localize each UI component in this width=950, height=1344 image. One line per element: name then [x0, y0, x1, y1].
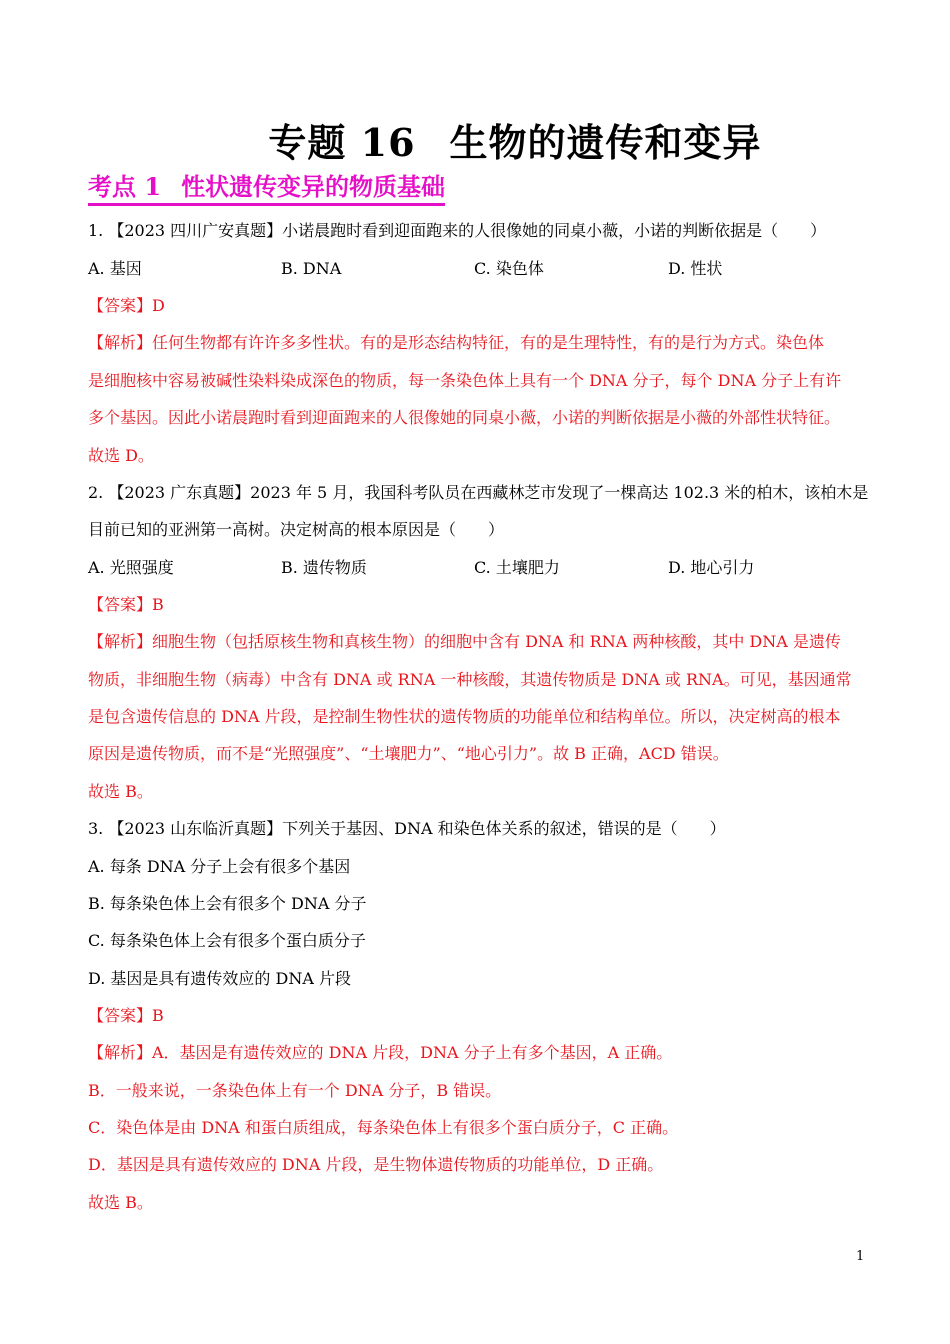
- question-3-option-a: A. 每条 DNA 分子上会有很多个基因: [88, 857, 351, 876]
- question-3-option-b: B. 每条染色体上会有很多个 DNA 分子: [88, 894, 367, 913]
- page-title: [0, 112, 950, 167]
- option-b: B. 遗传物质: [281, 558, 367, 577]
- title-topic-name: 生物的遗传和变异: [449, 120, 762, 165]
- question-3-stem: 3. 【2023 山东临沂真题】下列关于基因、DNA 和染色体关系的叙述，错误的是（ ）: [88, 819, 726, 838]
- question-1-stem: 1. 【2023 四川广安真题】小诺晨跑时看到迎面跑来的人很像她的同桌小薇，小诺的判断依据是（ ）: [88, 221, 827, 240]
- option-d: D. 地心引力: [668, 558, 755, 577]
- section-heading: [88, 172, 445, 206]
- question-2-analysis-line: 物质，非细胞生物（病毒）中含有 DNA 或 RNA 一种核酸，其遗传物质是 DNA 或 RNA。可见，基因通常: [88, 670, 852, 689]
- question-2-options: [88, 557, 868, 579]
- question-3-analysis-line: B．一般来说，一条染色体上有一个 DNA 分子，B 错误。: [88, 1081, 502, 1100]
- question-2-answer: 【答案】B: [88, 595, 164, 614]
- question-2-analysis-line: 【解析】细胞生物（包括原核生物和真核生物）的细胞中含有 DNA 和 RNA 两种核酸，其中 DNA 是遗传: [88, 632, 841, 651]
- question-3-option-c: C. 每条染色体上会有很多个蛋白质分子: [88, 931, 366, 950]
- question-3-analysis-line: 【解析】A．基因是有遗传效应的 DNA 片段，DNA 分子上有多个基因，A 正确。: [88, 1043, 673, 1062]
- question-1-analysis-line: 是细胞核中容易被碱性染料染成深色的物质，每一条染色体上具有一个 DNA 分子，每个 DNA 分子上有许: [88, 371, 842, 390]
- option-a: A. 基因: [88, 259, 142, 278]
- page-number: 1: [856, 1249, 865, 1264]
- title-topic-number: 专题 16: [268, 120, 416, 165]
- question-3-analysis-line: C．染色体是由 DNA 和蛋白质组成，每条染色体上有很多个蛋白质分子，C 正确。: [88, 1118, 679, 1137]
- option-a: A. 光照强度: [88, 558, 174, 577]
- option-d: D. 性状: [668, 259, 723, 278]
- question-3-analysis-line: 故选 B。: [88, 1193, 153, 1212]
- option-c: C. 染色体: [474, 259, 544, 278]
- section-number: 考点 1: [88, 172, 162, 201]
- section-name: 性状遗传变异的物质基础: [181, 172, 446, 201]
- question-3-option-d: D. 基因是具有遗传效应的 DNA 片段: [88, 969, 351, 988]
- option-b: B. DNA: [281, 259, 342, 278]
- question-2-stem-line: 目前已知的亚洲第一高树。决定树高的根本原因是（ ）: [88, 520, 505, 539]
- question-2-analysis-line: 原因是遗传物质，而不是“光照强度”、“土壤肥力”、“地心引力”。故 B 正确，ACD 错误。: [88, 744, 729, 763]
- question-3-analysis-line: D．基因是具有遗传效应的 DNA 片段，是生物体遗传物质的功能单位，D 正确。: [88, 1155, 664, 1174]
- question-2-analysis-line: 是包含遗传信息的 DNA 片段，是控制生物性状的遗传物质的功能单位和结构单位。所以，决定树高的根本: [88, 707, 841, 726]
- question-2-stem-line: 2. 【2023 广东真题】2023 年 5 月，我国科考队员在西藏林芝市发现了一棵高达 102.3 米的柏木，该柏木是: [88, 483, 869, 502]
- question-1-answer: 【答案】D: [88, 296, 165, 315]
- question-1-options: [88, 258, 868, 280]
- question-3-answer: 【答案】B: [88, 1006, 164, 1025]
- question-1-analysis-line: 故选 D。: [88, 446, 154, 465]
- option-c: C. 土壤肥力: [474, 558, 560, 577]
- question-2-analysis-line: 故选 B。: [88, 782, 153, 801]
- question-1-analysis-line: 多个基因。因此小诺晨跑时看到迎面跑来的人很像她的同桌小薇，小诺的判断依据是小薇的外部性状特征。: [88, 408, 841, 427]
- question-1-analysis-line: 【解析】任何生物都有许许多多性状。有的是形态结构特征，有的是生理特性，有的是行为方式。染色体: [88, 333, 825, 352]
